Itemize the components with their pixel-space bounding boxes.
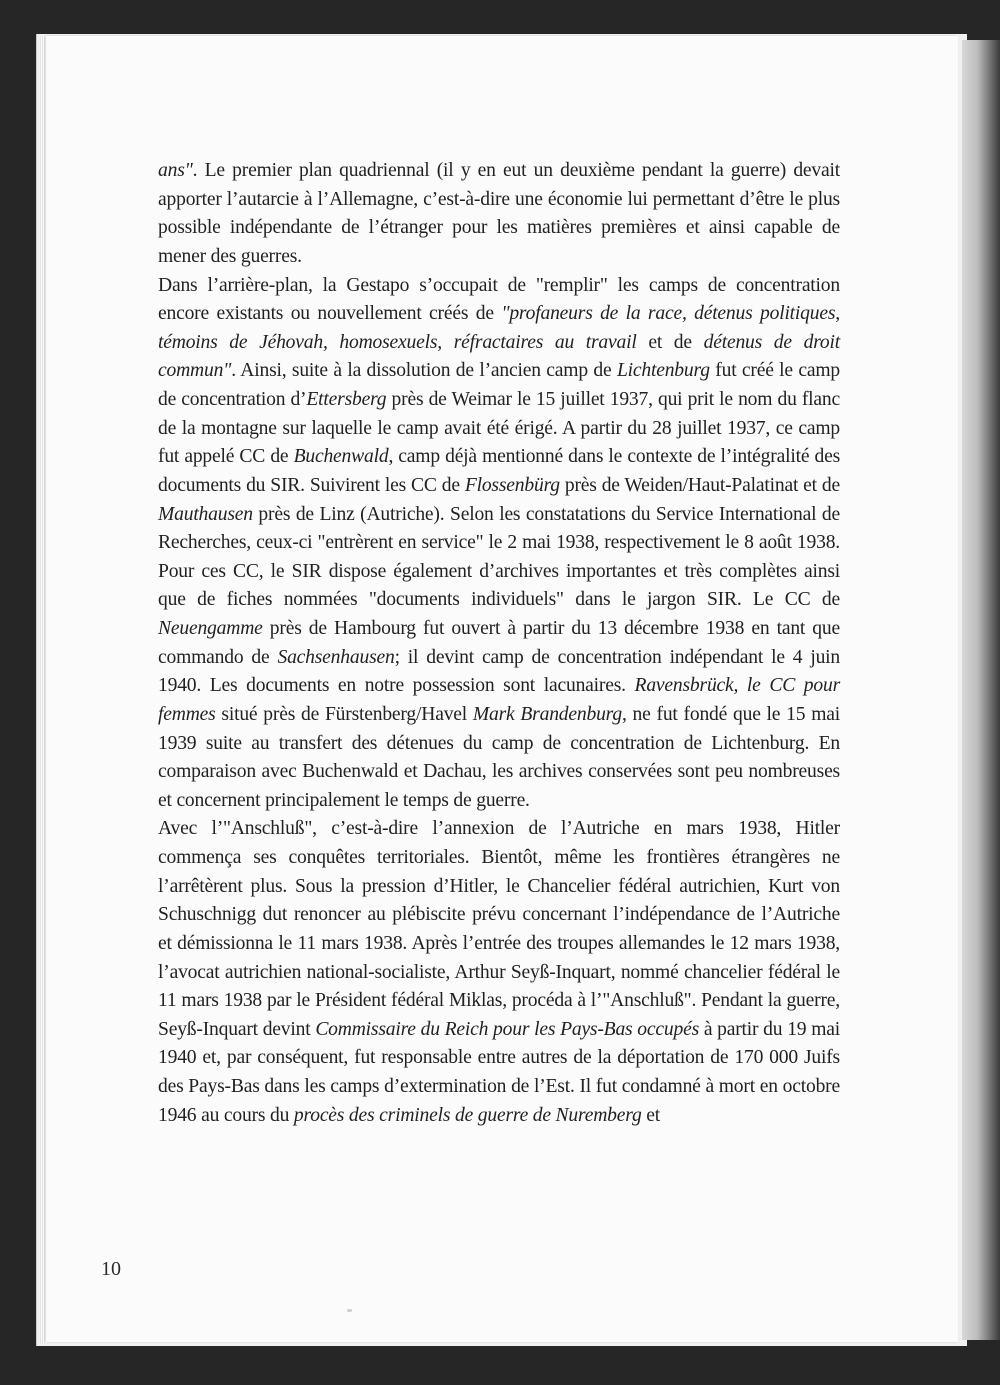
italic-run: Sachsenhausen: [277, 646, 395, 668]
text-run: . Le premier plan quadriennal (il y en eut un deuxième pendant la guerre) devait apporter l’autarcie à l’Allemagne, c’est-à-dire une économie lui permettant d’être le plus possible indépendante de l’étranger pour les matières premières et ainsi capable de mener des guerres.: [158, 160, 840, 267]
facing-page-edge: [962, 40, 1000, 1340]
italic-run: Lichtenburg: [616, 360, 710, 382]
text-run: à partir du 19 mai 1940 et, par conséquent, fut responsable entre autres de la déportation de 170 000 Juifs des Pays-Bas dans les camps d’extermination de l’Est. Il fut condamné à mort en octobre 1946 au cours du: [158, 1018, 840, 1126]
text-run: et de: [636, 331, 704, 353]
text-run: . Ainsi, suite à la dissolution de l’ancien camp de: [231, 360, 617, 382]
italic-run: ans": [158, 160, 193, 181]
italic-run: Flossenbürg: [464, 474, 560, 496]
italic-run: procès des criminels de guerre de Nuremberg: [293, 1104, 642, 1126]
italic-run: détenus de droit commun": [158, 331, 840, 382]
text-run: près de Hambourg fut ouvert à partir du 13 décembre 1938 en tant que commando de: [158, 618, 840, 668]
paper-speck: [347, 1309, 352, 1312]
paragraph: [158, 815, 840, 1130]
text-run: Dans l’arrière-plan, la Gestapo s’occupait de "remplir" les camps de concentration encore existants ou nouvellement créés de: [158, 274, 840, 325]
italic-run: Neuengamme: [158, 618, 263, 639]
text-run: et: [641, 1104, 661, 1126]
body-text: [158, 157, 840, 1130]
italic-run: Buchenwald: [293, 446, 389, 468]
text-run: près de Weimar le 15 juillet 1937, qui prit le nom du flanc de la montagne sur laquelle le camp avait été érigé. A partir du 28 juillet 1937, ce camp fut appelé CC de: [158, 389, 840, 468]
text-run: ; il devint camp de concentration indépendant le 4 juin 1940. Les documents en notre possession sont lacunaires.: [158, 646, 841, 697]
italic-run: Mauthausen: [158, 503, 253, 525]
paragraph: [158, 272, 840, 816]
text-run: Avec l’"Anschluß", c’est-à-dire l’annexion de l’Autriche en mars 1938, Hitler commença ses conquêtes territoriales. Bientôt, même les frontières étrangères ne l’arrêtèrent plus. Sous la pression d’Hitler, le Chancelier fédéral autrichien, Kurt von Schuschnigg dut renoncer au plébiscite prévu concernant l’indépendance de l’Autriche et démissionna le 11 mars 1938. Après l’entrée des troupes allemandes le 12 mars 1938, l’avocat autrichien national-socialiste, Arthur Seyß-Inquart, nommé chancelier fédéral le 11 mars 1938 par le Président fédéral Miklas, procéda à l’"Anschluß". Pendant la guerre, Seyß-Inquart devint: [158, 818, 840, 1040]
text-run: , camp déjà mentionné dans le contexte de l’intégralité des documents du SIR. Suivirent les CC de: [158, 446, 841, 496]
text-run: situé près de Fürstenberg/Havel: [215, 703, 473, 725]
italic-run: Mark Brandenburg: [472, 703, 622, 725]
text-run: près de Linz (Autriche). Selon les constatations du Service International de Recherches, ceux-ci "entrèrent en service" le 2 mai 1938, respectivement le 8 août 1938. Pour ces CC, le SIR dispose également d’archives importantes et très complètes ainsi que de fiches nommées "documents individuels" dans le jargon SIR. Le CC de: [158, 503, 840, 611]
italic-run: Commissaire du Reich pour les Pays-Bas occupés: [315, 1018, 699, 1040]
page-number: 10: [101, 1258, 121, 1280]
italic-run: "profaneurs de la race, détenus politiques, témoins de Jéhovah, homosexuels, réfractaires au travail: [158, 303, 840, 353]
text-run: , ne fut fondé que le 15 mai 1939 suite au transfert des détenues du camp de concentration de Lichtenburg. En comparaison avec Buchenwald et Dachau, les archives conservées sont peu nombreuses et concernent principalement le temps de guerre.: [158, 703, 841, 811]
italic-run: Ettersberg: [306, 389, 387, 410]
paragraph: [158, 157, 840, 272]
italic-run: Ravensbrück, le CC pour femmes: [158, 675, 840, 725]
text-run: près de Weiden/Haut-Palatinat et de: [559, 474, 840, 496]
text-run: fut créé le camp de concentration d’: [158, 360, 840, 410]
